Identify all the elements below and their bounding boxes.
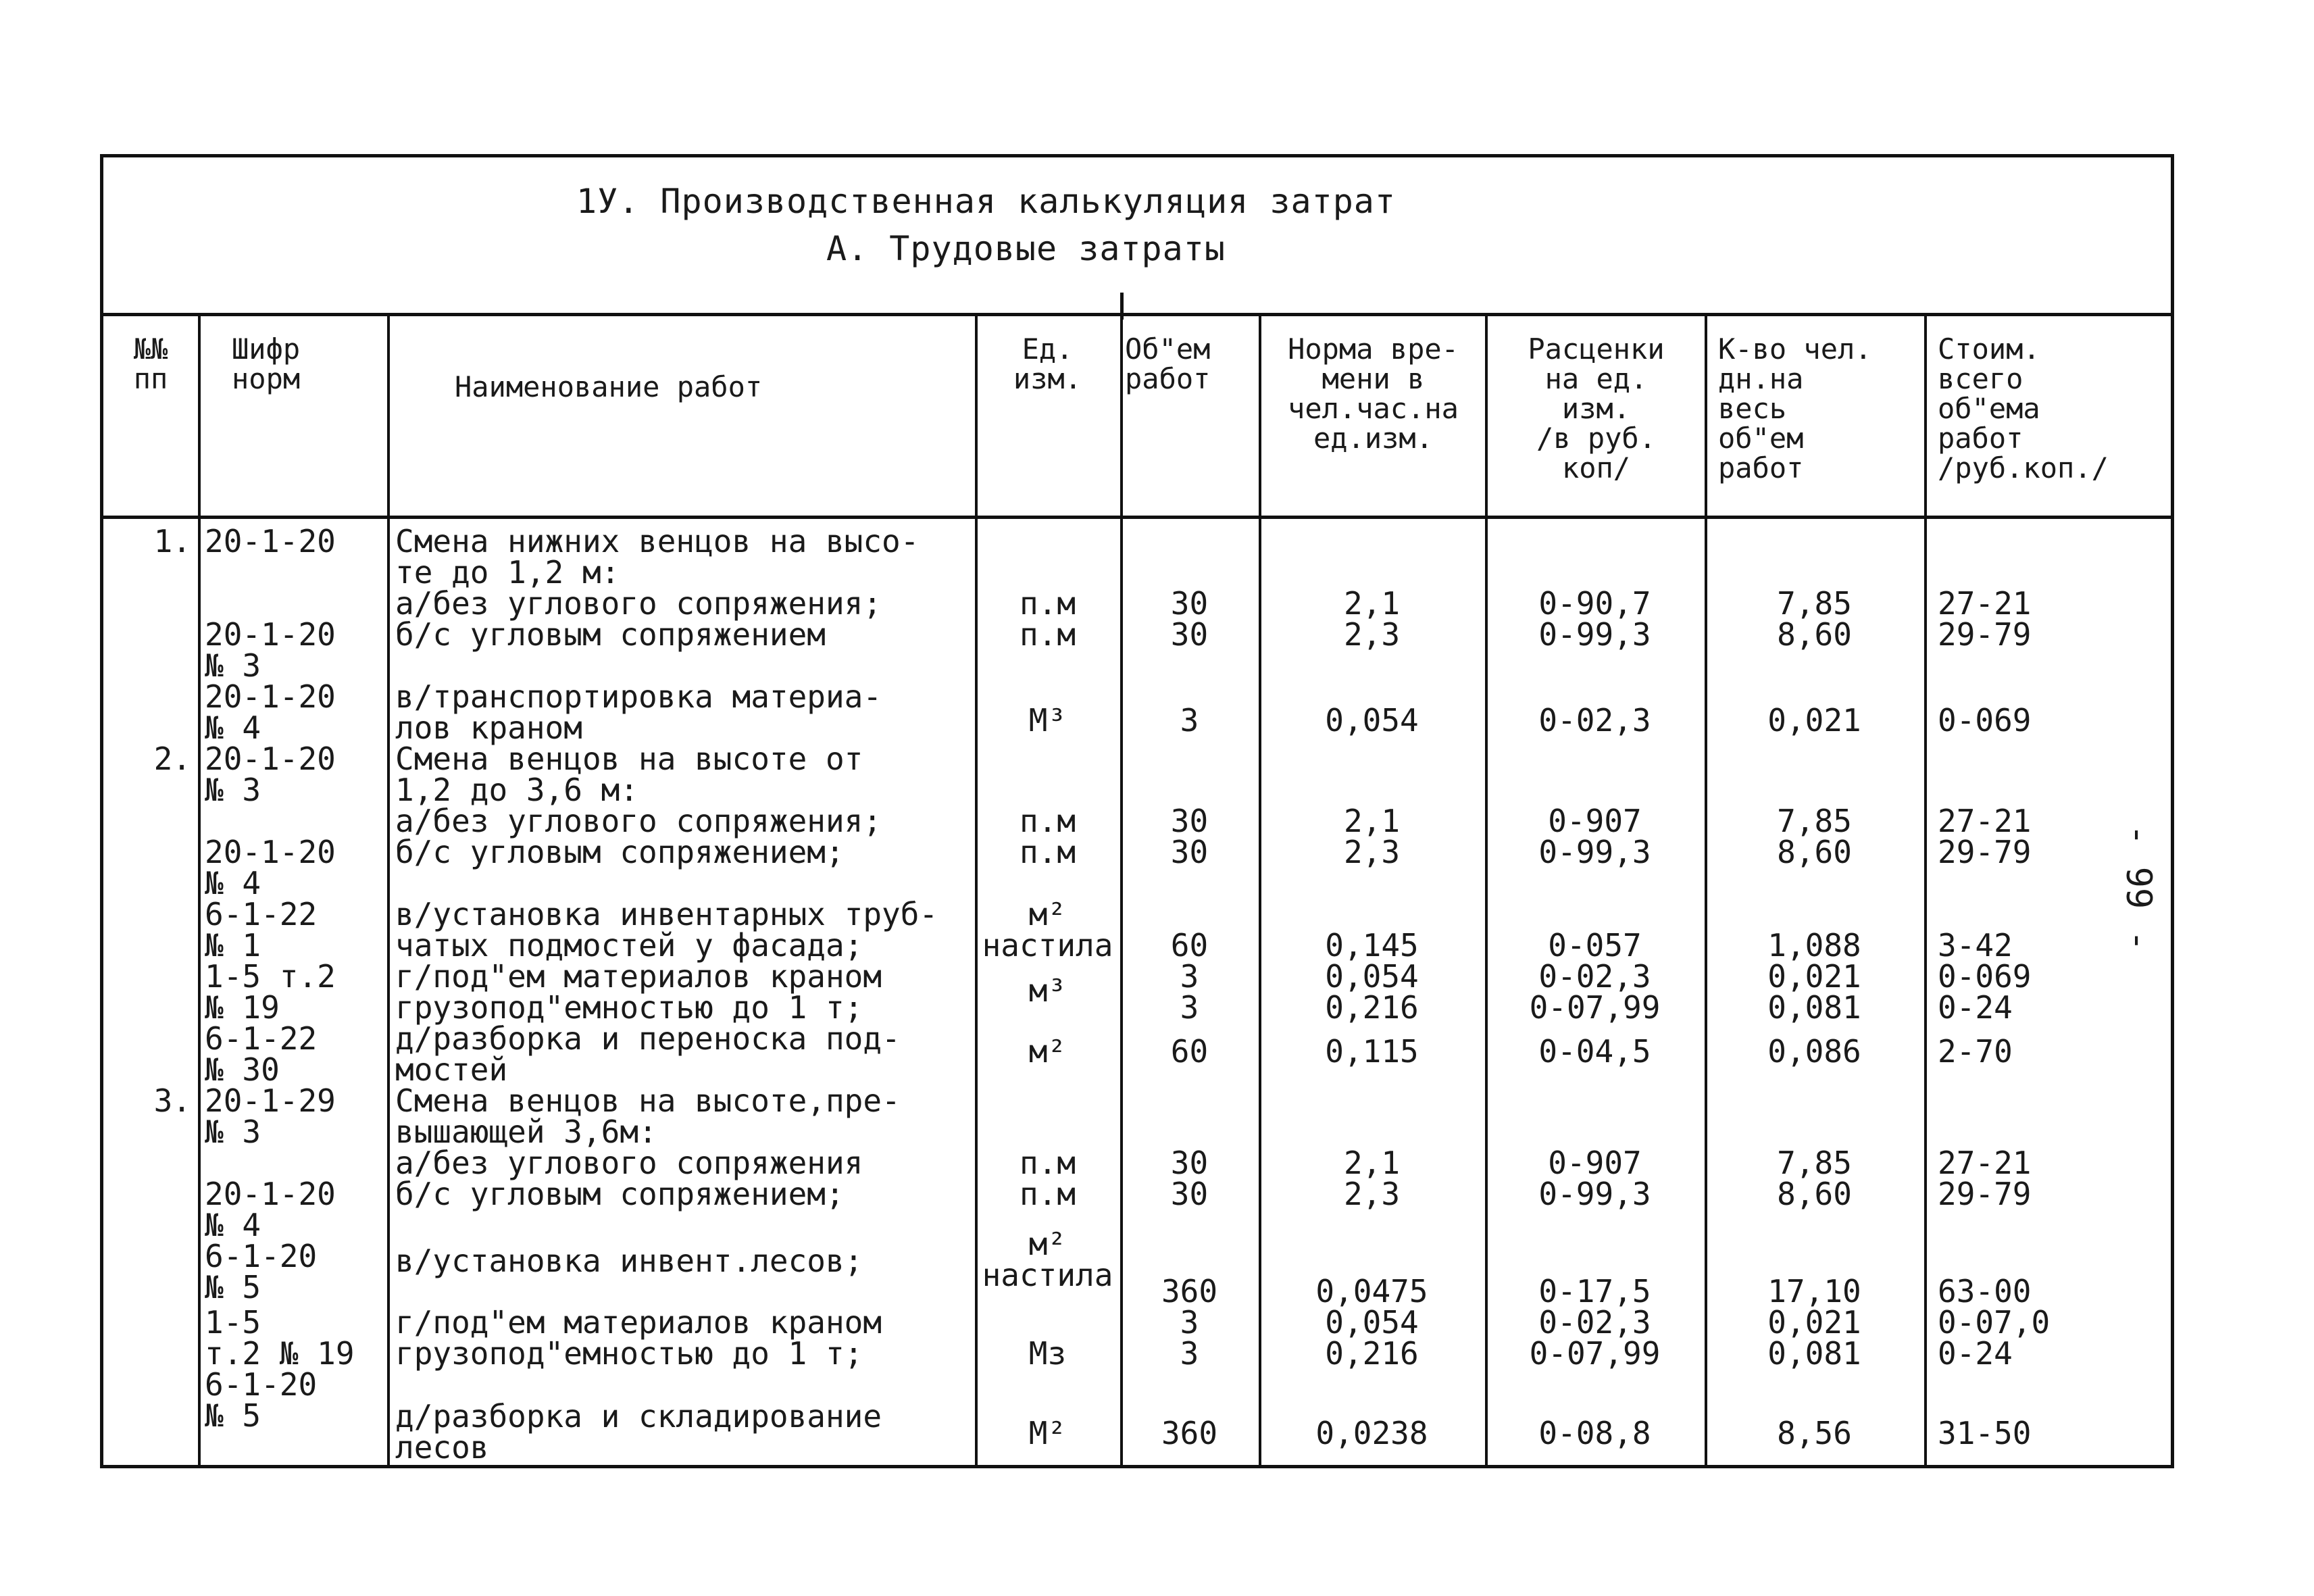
column-header-code: Шифр норм	[232, 332, 301, 395]
row-unit: п.м	[1019, 1145, 1076, 1181]
column-header-unit: Ед. изм.	[1013, 332, 1082, 395]
row-cost: 27-21	[1938, 585, 2032, 622]
column-divider	[198, 313, 201, 1465]
row-cost: 29-79	[1938, 834, 2032, 870]
row-rate: 0-057	[1548, 927, 1642, 964]
row-name: в/установка инвентарных труб- чатых подмостей у фасада;	[395, 896, 938, 964]
row-days: 8,56	[1777, 1415, 1852, 1451]
row-rate: 0-90,7	[1538, 585, 1651, 622]
row-days: 0,021 0,081	[1767, 1304, 1861, 1372]
row-code: 20-1-20 № 4	[205, 678, 336, 746]
row-volume: 30	[1170, 1176, 1209, 1212]
column-divider	[975, 313, 978, 1465]
row-number: 3.	[153, 1082, 191, 1119]
row-days: 17,10	[1767, 1273, 1861, 1310]
row-norm: 2,1	[1343, 803, 1401, 839]
row-unit: м²	[1028, 1033, 1067, 1070]
page-number: - 99 -	[2118, 824, 2159, 951]
column-divider	[387, 313, 390, 1465]
row-days: 7,85	[1777, 1145, 1852, 1181]
row-cost: 29-79	[1938, 1176, 2032, 1212]
section-subtitle: А. Трудовые затраты	[826, 229, 1226, 268]
row-days: 0,086	[1767, 1033, 1861, 1070]
row-name: д/разборка и складирование лесов	[395, 1398, 882, 1466]
column-header-days: К-во чел. дн.на весь об"ем работ	[1718, 332, 1872, 484]
row-rate: 0-99,3	[1538, 616, 1651, 653]
row-days: 8,60	[1777, 1176, 1852, 1212]
row-days: 8,60	[1777, 834, 1852, 870]
row-name: Смена нижних венцов на высо- те до 1,2 м: а/без углового сопряжения;	[395, 523, 920, 622]
row-code: 20-1-20 № 4	[205, 1176, 336, 1243]
row-name: Смена венцов на высоте от 1,2 до 3,6 м: а/без углового сопряжения;	[395, 741, 882, 839]
row-cost: 0-069	[1938, 702, 2032, 739]
row-cost: 0-069 0-24	[1938, 958, 2032, 1026]
row-rate: 0-99,3	[1538, 1176, 1651, 1212]
column-header-volume: Об"ем работ	[1125, 332, 1211, 395]
row-unit: м³	[1028, 972, 1067, 1009]
row-rate: 0-17,5	[1538, 1273, 1651, 1310]
row-volume: 30	[1170, 803, 1209, 839]
row-unit: Мз	[1028, 1335, 1067, 1372]
row-norm: 2,1	[1343, 585, 1401, 622]
row-volume: 30	[1170, 834, 1209, 870]
row-name: б/с угловым сопряжением	[395, 616, 826, 653]
row-norm: 0,145	[1325, 927, 1419, 964]
row-volume: 30	[1170, 616, 1209, 653]
row-norm: 0,115	[1325, 1033, 1419, 1070]
row-norm: 2,1	[1343, 1145, 1401, 1181]
row-unit: М³	[1028, 702, 1067, 739]
row-volume: 3	[1180, 702, 1199, 739]
header-divider	[103, 516, 2171, 519]
row-rate: 0-907	[1548, 1145, 1642, 1181]
row-days: 7,85	[1777, 803, 1852, 839]
row-code: 6-1-20 № 5	[205, 1238, 318, 1305]
row-unit: п.м	[1019, 834, 1076, 870]
column-header-name: Наименование работ	[455, 370, 763, 403]
row-norm: 0,0475	[1315, 1273, 1428, 1310]
row-volume: 3 3	[1180, 958, 1199, 1026]
row-unit: М²	[1028, 1415, 1067, 1451]
row-unit: п.м	[1019, 616, 1076, 653]
column-divider	[1924, 313, 1927, 1465]
row-cost: 63-00	[1938, 1273, 2032, 1310]
row-code: 20-1-20 № 4	[205, 834, 336, 901]
row-norm: 2,3	[1343, 616, 1401, 653]
row-norm: 0,054	[1325, 702, 1419, 739]
row-rate: 0-99,3	[1538, 834, 1651, 870]
row-name: г/под"ем материалов краном грузопод"емностью до 1 т;	[395, 1304, 882, 1372]
row-norm: 2,3	[1343, 834, 1401, 870]
row-code: 20-1-20 № 3	[205, 616, 336, 684]
row-days: 7,85	[1777, 585, 1852, 622]
row-code: 6-1-20 № 5	[205, 1366, 318, 1434]
row-code: 1-5 т.2 № 19	[205, 1304, 355, 1372]
row-code: 1-5 т.2 № 19	[205, 958, 336, 1026]
row-rate: 0-04,5	[1538, 1033, 1651, 1070]
row-rate: 0-02,3 0-07,99	[1529, 1304, 1661, 1372]
row-code: 20-1-20	[205, 523, 336, 559]
row-name: д/разборка и переноска под- мостей	[395, 1020, 901, 1088]
row-name: в/установка инвент.лесов;	[395, 1243, 863, 1279]
column-header-norm: Норма вре- мени в чел.час.на ед.изм.	[1288, 332, 1459, 455]
column-header-rate: Расценки на ед. изм. /в руб. коп/	[1528, 332, 1665, 484]
row-norm: 0,054 0,216	[1325, 1304, 1419, 1372]
column-header-number: №№ пп	[133, 332, 168, 395]
row-cost: 27-21	[1938, 1145, 2032, 1181]
row-code: 20-1-29 № 3	[205, 1082, 336, 1150]
row-cost: 3-42	[1938, 927, 2013, 964]
row-name: б/с угловым сопряжением;	[395, 834, 845, 870]
row-volume: 60	[1170, 1033, 1209, 1070]
row-days: 0,021	[1767, 702, 1861, 739]
row-volume: 30	[1170, 585, 1209, 622]
row-days: 8,60	[1777, 616, 1852, 653]
row-norm: 0,0238	[1315, 1415, 1428, 1451]
document-frame	[100, 154, 2174, 1468]
row-norm: 2,3	[1343, 1176, 1401, 1212]
row-rate: 0-02,3 0-07,99	[1529, 958, 1661, 1026]
row-number: 2.	[153, 741, 191, 777]
row-unit: п.м	[1019, 1176, 1076, 1212]
row-code: 6-1-22 № 30	[205, 1020, 318, 1088]
row-volume: 60	[1170, 927, 1209, 964]
row-rate: 0-08,8	[1538, 1415, 1651, 1451]
row-name: в/транспортировка материа- лов краном	[395, 678, 882, 746]
row-unit: м² настила	[982, 896, 1113, 964]
row-norm: 0,054 0,216	[1325, 958, 1419, 1026]
row-unit: п.м	[1019, 585, 1076, 622]
row-rate: 0-02,3	[1538, 702, 1651, 739]
row-cost: 27-21	[1938, 803, 2032, 839]
row-cost: 0-07,0 0-24	[1938, 1304, 2051, 1372]
row-cost: 2-70	[1938, 1033, 2013, 1070]
row-days: 0,021 0,081	[1767, 958, 1861, 1026]
row-name: Смена венцов на высоте,пре- вышающей 3,6м: а/без углового сопряжения	[395, 1082, 901, 1181]
row-unit: м² настила	[982, 1226, 1113, 1293]
row-volume: 30	[1170, 1145, 1209, 1181]
row-name: г/под"ем материалов краном грузопод"емностью до 1 т;	[395, 958, 882, 1026]
row-volume: 360	[1161, 1273, 1218, 1310]
row-cost: 31-50	[1938, 1415, 2032, 1451]
row-volume: 3 3	[1180, 1304, 1199, 1372]
row-days: 1,088	[1767, 927, 1861, 964]
row-unit: п.м	[1019, 803, 1076, 839]
row-rate: 0-907	[1548, 803, 1642, 839]
row-code: 20-1-20 № 3	[205, 741, 336, 808]
row-volume: 360	[1161, 1415, 1218, 1451]
row-name: б/с угловым сопряжением;	[395, 1176, 845, 1212]
column-header-cost: Стоим. всего об"ема работ /руб.коп./	[1938, 332, 2109, 484]
row-code: 6-1-22 № 1	[205, 896, 318, 964]
row-number: 1.	[153, 523, 191, 559]
section-title: 1У. Производственная калькуляция затрат	[576, 182, 1396, 221]
title-block	[103, 157, 2171, 316]
row-cost: 29-79	[1938, 616, 2032, 653]
